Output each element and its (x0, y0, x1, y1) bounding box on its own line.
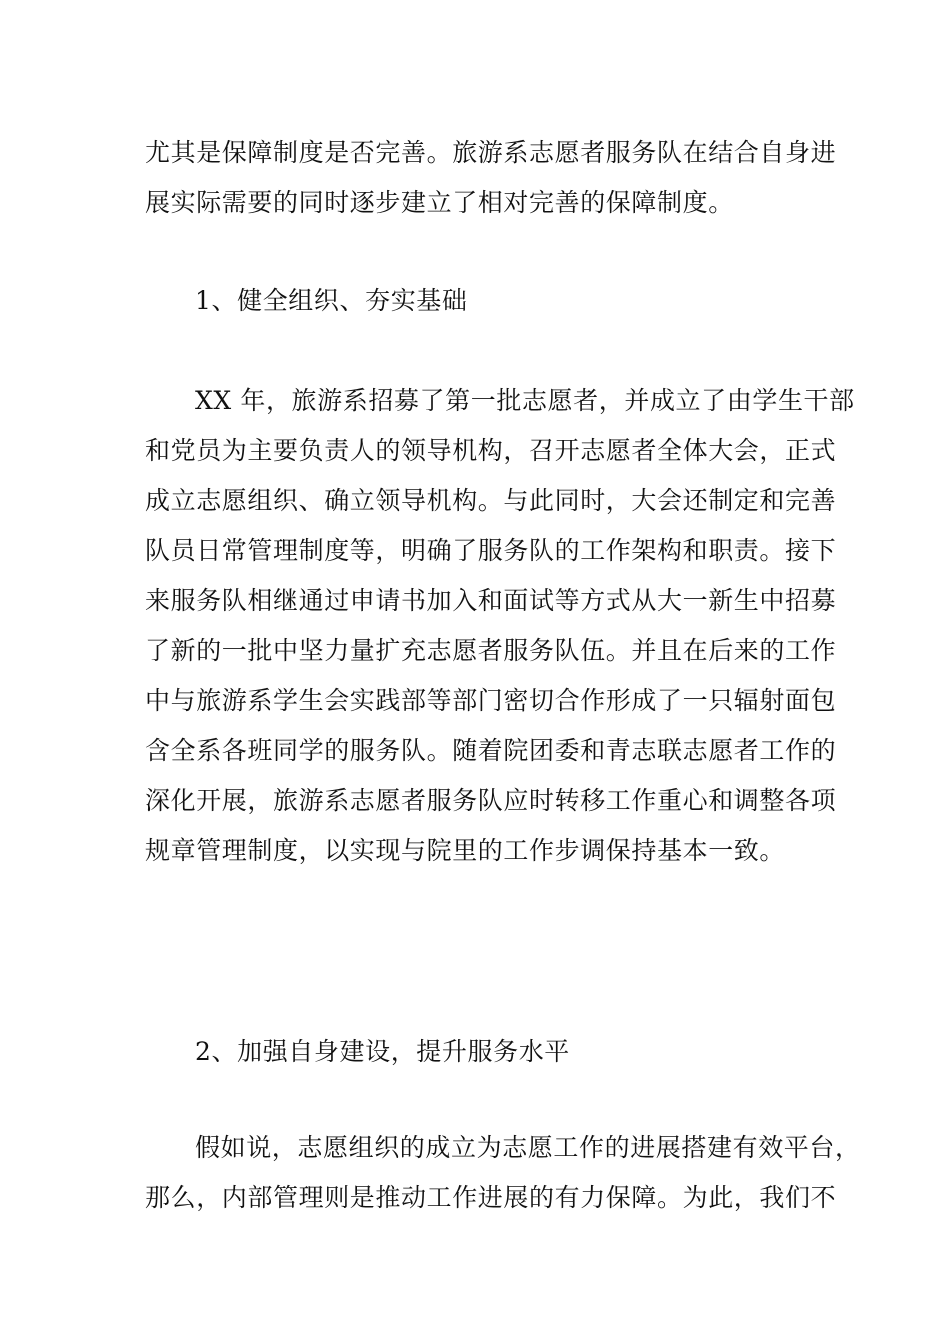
section-2-heading (145, 1027, 815, 1077)
section-2-line: 那么，内部管理则是推动工作进展的有力保障。为此，我们不 (145, 1183, 837, 1212)
section-2-paragraph (145, 1123, 861, 1223)
section-1-line: 和党员为主要负责人的领导机构，召开志愿者全体大会，正式 (145, 436, 837, 465)
intro-paragraph (145, 128, 837, 228)
section-1-line: 深化开展，旅游系志愿者服务队应时转移工作重心和调整各项 (145, 786, 837, 815)
section-1-paragraph (145, 376, 855, 876)
section-1-line: 规章管理制度，以实现与院里的工作步调保持基本一致。 (145, 836, 786, 865)
section-2-heading-text: 2、加强自身建设，提升服务水平 (195, 1037, 570, 1066)
section-1-heading (145, 276, 815, 326)
intro-line: 尤其是保障制度是否完善。旅游系志愿者服务队在结合自身进 (145, 138, 837, 167)
section-1-line: 来服务队相继通过申请书加入和面试等方式从大一新生中招募 (145, 586, 837, 615)
section-2-line: 假如说，志愿组织的成立为志愿工作的进展搭建有效平台， (195, 1133, 861, 1162)
section-1-line: 了新的一批中坚力量扩充志愿者服务队伍。并且在后来的工作 (145, 636, 837, 665)
section-1-line: 含全系各班同学的服务队。随着院团委和青志联志愿者工作的 (145, 736, 837, 765)
section-1-line: 中与旅游系学生会实践部等部门密切合作形成了一只辐射面包 (145, 686, 837, 715)
section-1-line: 队员日常管理制度等，明确了服务队的工作架构和职责。接下 (145, 536, 837, 565)
section-1-line: 成立志愿组织、确立领导机构。与此同时，大会还制定和完善 (145, 486, 837, 515)
section-1-heading-text: 1、健全组织、夯实基础 (195, 286, 468, 315)
section-1-line: XX 年，旅游系招募了第一批志愿者，并成立了由学生干部 (195, 386, 855, 415)
intro-line: 展实际需要的同时逐步建立了相对完善的保障制度。 (145, 188, 734, 217)
